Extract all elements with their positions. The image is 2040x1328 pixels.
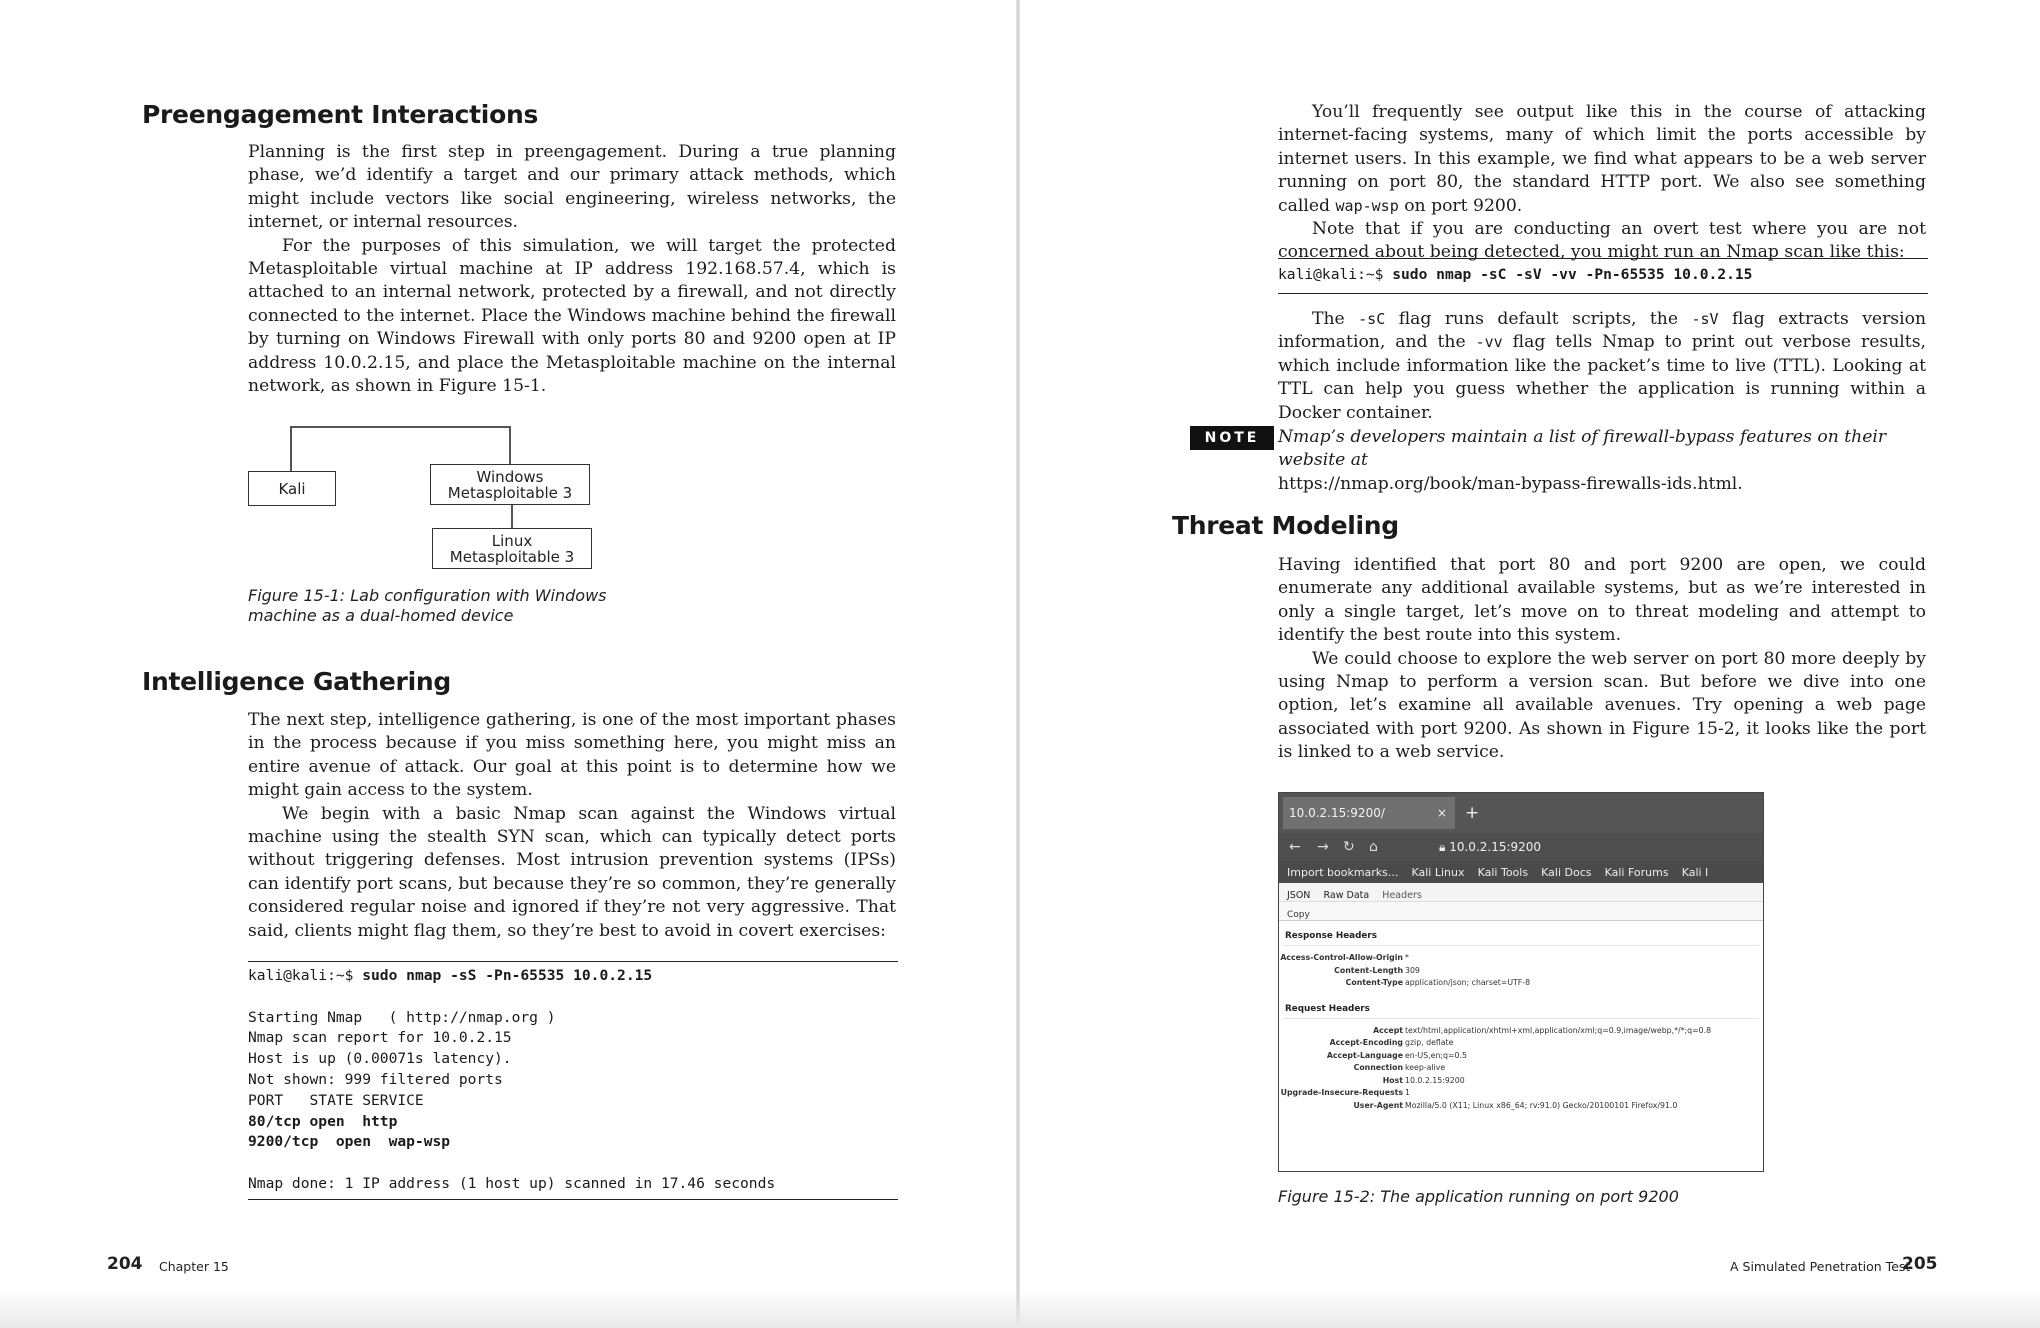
command: sudo nmap -sC -sV -vv -Pn-65535 10.0.2.15 — [1392, 266, 1753, 283]
bookmark-item[interactable]: Kali Tools — [1477, 866, 1529, 879]
paragraph — [1278, 426, 1926, 496]
text-run: flag tells Nmap to print out verbose results, which include information like the packet’s time to live (TTL). Looking at TTL can help you guess whether the application is running within a Docker container. — [1278, 332, 1926, 423]
tab-json[interactable]: JSON — [1287, 890, 1311, 901]
prompt: kali@kali:~$ — [248, 967, 363, 984]
bookmark-item[interactable]: Kali Forums — [1604, 866, 1669, 879]
header-key: Content-Type — [1345, 978, 1403, 987]
tab-raw-data[interactable]: Raw Data — [1323, 890, 1370, 901]
preengagement-body — [248, 141, 896, 398]
running-footer-chapter: Chapter 15 — [159, 1259, 229, 1274]
bookmark-item[interactable]: Kali I — [1681, 866, 1709, 879]
text-run: on port 9200. — [1404, 195, 1523, 216]
close-icon[interactable]: × — [1436, 806, 1447, 820]
page-number-left: 204 — [107, 1254, 143, 1274]
code-output-line: 80/tcp open http — [248, 1112, 398, 1130]
reload-icon[interactable]: ↻ — [1343, 839, 1355, 855]
paragraph: Note that if you are conducting an overt test where you are not concerned about being detected, you might run an Nmap scan like this: — [1278, 219, 1926, 263]
browser-tab-bar — [1279, 793, 1763, 833]
json-viewer-tabs — [1279, 883, 1763, 902]
paragraph: The next step, intelligence gathering, is one of the most important phases in the process because if you miss something here, you might miss an entire avenue of attack. Our goal at this point is to determine how we might gain access to the system. — [248, 710, 896, 801]
nmap-overt-code-block — [1278, 258, 1928, 294]
threat-modeling-body — [1278, 554, 1926, 765]
header-key: Upgrade-Insecure-Requests — [1280, 1088, 1403, 1097]
figure-15-2-caption: Figure 15-2: The application running on port 9200 — [1278, 1187, 1679, 1206]
kali-node — [248, 471, 336, 506]
response-headers-list — [1279, 952, 1763, 990]
header-key: Host — [1382, 1075, 1403, 1085]
url-text: 10.0.2.15:9200 — [1449, 840, 1542, 854]
request-headers-list — [1279, 1025, 1763, 1113]
windows-label: Windows — [476, 467, 544, 486]
linux-label: Linux — [491, 531, 533, 550]
url-bar[interactable] — [1439, 837, 1759, 857]
header-key: Accept — [1373, 1025, 1403, 1035]
text-run: flag runs default scripts, the — [1398, 309, 1679, 329]
kali-label: Kali — [278, 479, 306, 498]
text-run: flag extracts version information, and the — [1278, 309, 1927, 353]
linux-sublabel: Metasploitable 3 — [449, 547, 575, 566]
caption-line: machine as a dual-homed device — [248, 606, 514, 625]
header-key: Accept-Language — [1326, 1050, 1403, 1060]
right-intro-body — [1278, 101, 1926, 265]
code-output-line: Not shown: 999 filtered ports — [248, 1070, 503, 1088]
command: sudo nmap -sS -Pn-65535 10.0.2.15 — [362, 967, 653, 984]
header-key: Connection — [1353, 1063, 1403, 1072]
windows-node — [430, 464, 590, 505]
heading-preengagement: Preengagement Interactions — [142, 100, 539, 129]
divider — [1283, 1018, 1759, 1019]
code-command-line — [1278, 265, 1928, 286]
figure-15-1-caption — [248, 586, 648, 626]
divider — [1283, 945, 1759, 946]
header-row — [1279, 1037, 1763, 1050]
blank-line — [248, 1153, 898, 1174]
code-output-line: Starting Nmap ( http://nmap.org ) — [248, 1008, 556, 1026]
inline-code: -sC — [1358, 310, 1386, 328]
code-command-line — [248, 966, 898, 987]
inline-code: -vv — [1475, 333, 1503, 352]
response-headers-title: Response Headers — [1285, 931, 1377, 941]
forward-icon[interactable]: → — [1317, 839, 1329, 855]
blank-line — [248, 987, 898, 1008]
header-row — [1279, 1025, 1763, 1038]
header-value: 309 — [1405, 965, 1420, 975]
code-output-line: Nmap done: 1 IP address (1 host up) scanned in 17.46 seconds — [248, 1174, 776, 1192]
copy-button[interactable]: Copy — [1287, 910, 1310, 920]
bookmarks-bar — [1279, 861, 1763, 883]
header-key: User-Agent — [1353, 1100, 1403, 1110]
header-value: 1 — [1405, 1088, 1410, 1097]
page-bottom-shadow — [0, 1290, 2040, 1328]
header-value: 10.0.2.15:9200 — [1405, 1075, 1465, 1085]
header-value: keep-alive — [1405, 1063, 1446, 1072]
linux-node — [432, 528, 592, 569]
connector-line — [290, 426, 510, 428]
text-run: The — [1312, 309, 1345, 329]
nmap-code-block — [248, 961, 898, 1200]
header-key: Content-Length — [1334, 965, 1403, 975]
paragraph: We begin with a basic Nmap scan against the Windows virtual machine using the stealth SYN scan, which can typically detect ports without triggering defenses. Most intrusion prevention systems (IPSs) can identify port scans, but because they’re so common, they’re generally considered regular noise and ignored if they’re not very aggressive. That said, clients might flag them, so they’re best to avoid in covert exercises: — [248, 803, 896, 941]
page-number-right: 205 — [1902, 1254, 1938, 1274]
header-key: Accept-Encoding — [1329, 1038, 1403, 1047]
bookmark-item[interactable]: Import bookmarks... — [1287, 866, 1399, 879]
header-row — [1279, 952, 1763, 965]
back-icon[interactable]: ← — [1289, 839, 1301, 855]
heading-threat-modeling: Threat Modeling — [1172, 511, 1399, 540]
windows-sublabel: Metasploitable 3 — [447, 483, 573, 502]
new-tab-icon[interactable]: + — [1465, 803, 1480, 823]
request-headers-title: Request Headers — [1285, 1003, 1370, 1014]
paragraph: Planning is the first step in preengagement. During a true planning phase, we’d identify a target and our primary attack methods, which might include vectors like social engineering, wireless networks, the internet, or internal resources. — [248, 142, 896, 233]
browser-tab[interactable] — [1283, 797, 1455, 829]
heading-intelligence-gathering: Intelligence Gathering — [142, 667, 451, 696]
header-value: application/json; charset=UTF-8 — [1405, 978, 1531, 987]
paragraph — [1278, 101, 1926, 218]
connector-line — [509, 426, 511, 464]
header-key: Access-Control-Allow-Origin — [1280, 953, 1403, 962]
note-url: https://nmap.org/book/man-bypass-firewalls-ids.html. — [1278, 473, 1743, 494]
note-text: Nmap’s developers maintain a list of firewall-bypass features on their website at — [1278, 427, 1887, 471]
tab-title: 10.0.2.15:9200/ — [1289, 806, 1385, 820]
flags-explanation-body — [1278, 308, 1926, 425]
header-row — [1279, 1087, 1763, 1100]
text-run: You’ll frequently see output like this in the course of attacking internet-facing systems, many of which limit the ports accessible by internet users. In this example, we find what appears to be a web server running on port 80, the standard HTTP port. We also see something called — [1278, 102, 1926, 216]
intelligence-body — [248, 709, 896, 943]
prompt: kali@kali:~$ — [1278, 266, 1393, 283]
bookmark-item[interactable]: Kali Linux — [1411, 866, 1465, 879]
note-label: NOTE — [1190, 426, 1274, 450]
running-footer-title: A Simulated Penetration Test — [1730, 1259, 1911, 1274]
home-icon[interactable]: ⌂ — [1369, 839, 1378, 855]
header-value: gzip, deflate — [1405, 1038, 1454, 1047]
header-row — [1279, 1050, 1763, 1063]
header-row — [1279, 1100, 1763, 1113]
caption-line: Figure 15-1: Lab configuration with Windows — [248, 586, 607, 605]
code-output-line: PORT STATE SERVICE — [248, 1091, 424, 1109]
tab-headers[interactable]: Headers — [1382, 890, 1422, 901]
connector-line — [290, 426, 292, 472]
header-row — [1279, 965, 1763, 978]
lock-icon: 🔒︎ — [1439, 840, 1446, 854]
code-output-line: Host is up (0.00071s latency). — [248, 1050, 512, 1068]
code-output-line: 9200/tcp open wap-wsp — [248, 1133, 451, 1151]
paragraph: For the purposes of this simulation, we will target the protected Metasploitable virtual machine at IP address 192.168.57.4, which is attached to an internal network, protected by a firewall, and not directly connected to the internet. Place the Windows machine behind the firewall by turning on Windows Firewall with only ports 80 and 9200 open at IP address 10.0.2.15, and place the Metasploitable machine on the internal network, as shown in Figure 15-1. — [248, 235, 896, 397]
paragraph: Having identified that port 80 and port 9200 are open, we could enumerate any additional available systems, but as we’re interested in only a single target, let’s move on to threat modeling and attempt to identify the best route into this system. — [1278, 555, 1926, 646]
header-row — [1279, 1062, 1763, 1075]
inline-code: wap-wsp — [1335, 196, 1399, 215]
bookmark-item[interactable]: Kali Docs — [1541, 866, 1592, 879]
paragraph — [1278, 308, 1926, 425]
header-row — [1279, 1075, 1763, 1088]
header-value: text/html,application/xhtml+xml,application/xml;q=0.9,image/webp,*/*;q=0.8 — [1405, 1025, 1712, 1035]
header-value: * — [1405, 953, 1409, 962]
connector-line — [511, 504, 513, 528]
browser-nav-bar — [1279, 833, 1763, 861]
header-row — [1279, 977, 1763, 990]
header-value: en-US,en;q=0.5 — [1405, 1050, 1467, 1060]
paragraph: We could choose to explore the web server on port 80 more deeply by using Nmap to perform a version scan. But before we dive into one option, let’s examine all available avenues. Try opening a web page associated with port 9200. As shown in Figure 15-2, it looks like the port is linked to a web service. — [1278, 648, 1926, 763]
note-body — [1278, 426, 1926, 496]
inline-code: -sV — [1691, 310, 1719, 328]
figure-15-2-browser-screenshot — [1278, 792, 1764, 1172]
header-value: Mozilla/5.0 (X11; Linux x86_64; rv:91.0) Gecko/20100101 Firefox/91.0 — [1405, 1100, 1678, 1110]
code-output-line: Nmap scan report for 10.0.2.15 — [248, 1029, 512, 1047]
left-page — [0, 0, 1018, 1328]
